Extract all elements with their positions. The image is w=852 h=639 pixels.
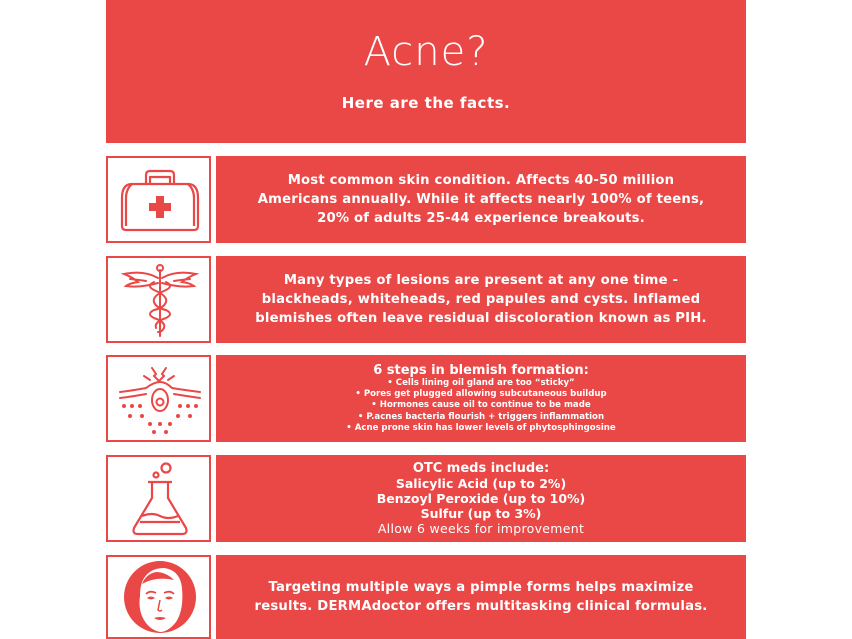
fact-text bbox=[216, 156, 746, 243]
icon-box bbox=[106, 156, 211, 243]
step-item: • Cells lining oil gland are too “sticky” bbox=[387, 377, 575, 388]
step-item: • Hormones cause oil to continue to be made bbox=[371, 400, 591, 411]
fact-text bbox=[216, 455, 746, 542]
fact-row-otc-meds bbox=[106, 455, 746, 542]
fact-line: blackheads, whiteheads, red papules and cysts. Inflamed bbox=[261, 292, 701, 307]
fact-row-blemish-steps bbox=[106, 355, 746, 442]
meds-heading: OTC meds include: bbox=[412, 461, 550, 476]
icon-box bbox=[106, 555, 211, 639]
flask-icon bbox=[116, 460, 204, 538]
fact-text bbox=[216, 355, 746, 442]
fact-line: Most common skin condition. Affects 40-50 million bbox=[287, 173, 675, 188]
fact-line: Targeting multiple ways a pimple forms helps maximize bbox=[268, 580, 694, 595]
step-item: • Acne prone skin has lower levels of phytosphingosine bbox=[346, 422, 616, 433]
header-banner bbox=[106, 0, 746, 143]
steps-heading: 6 steps in blemish formation: bbox=[373, 362, 589, 378]
fact-line: Americans annually. While it affects nearly 100% of teens, bbox=[257, 192, 705, 207]
fact-line: results. DERMAdoctor offers multitasking clinical formulas. bbox=[254, 599, 708, 614]
med-item: Sulfur (up to 3%) bbox=[420, 506, 542, 521]
step-item: • Pores get plugged allowing subcutaneous buildup bbox=[355, 389, 607, 400]
fact-line: 20% of adults 25-44 experience breakouts. bbox=[317, 211, 645, 226]
page-title: Acne? bbox=[363, 29, 489, 75]
face-icon bbox=[116, 558, 204, 636]
med-item: Benzoyl Peroxide (up to 10%) bbox=[376, 491, 586, 506]
step-item: • P.acnes bacteria flourish + triggers inflammation bbox=[357, 411, 605, 422]
fact-row-prevalence bbox=[106, 156, 746, 243]
med-item: Salicylic Acid (up to 2%) bbox=[395, 476, 567, 491]
fact-text bbox=[216, 256, 746, 343]
fact-text bbox=[216, 555, 746, 639]
skin-layer-icon bbox=[116, 362, 204, 436]
fact-line: blemishes often leave residual discoloration known as PIH. bbox=[255, 311, 707, 326]
fact-row-lesions bbox=[106, 256, 746, 343]
icon-box bbox=[106, 355, 211, 442]
page-subtitle: Here are the facts. bbox=[341, 94, 511, 112]
medical-kit-icon bbox=[116, 167, 204, 233]
fact-row-dermadoctor bbox=[106, 555, 746, 639]
icon-box bbox=[106, 455, 211, 542]
icon-box bbox=[106, 256, 211, 343]
fact-line: Many types of lesions are present at any one time - bbox=[283, 273, 679, 288]
caduceus-icon bbox=[116, 262, 204, 338]
improvement-note: Allow 6 weeks for improvement bbox=[377, 521, 585, 536]
